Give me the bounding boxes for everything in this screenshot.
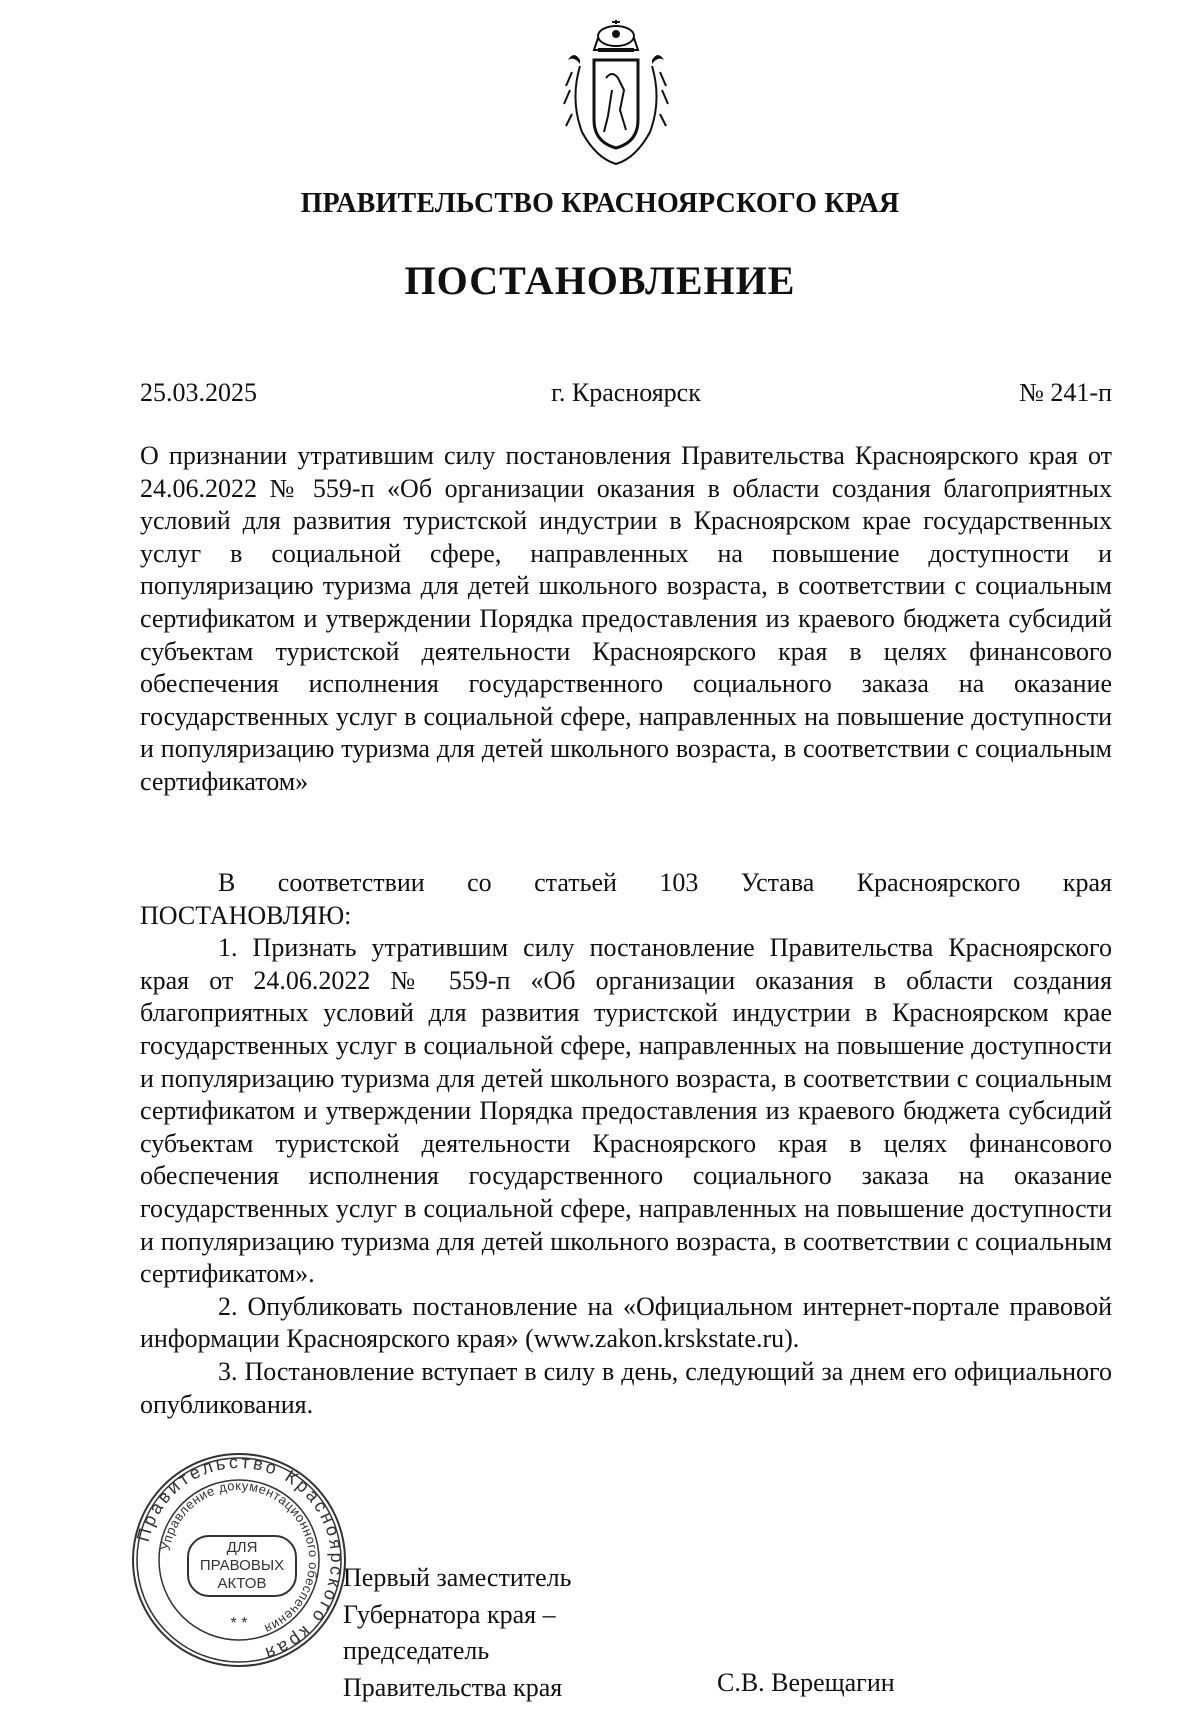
svg-text:Управление документационного о: Управление документационного обеспечения [157,1477,322,1637]
signer-name: С.В. Верещагин [717,1668,895,1697]
svg-text:Правительство Красноярского кр: Правительство Красноярского края [132,1451,348,1665]
coat-of-arms-icon [560,20,672,168]
signature-position-line: Правительства края [343,1672,563,1702]
official-stamp [129,1450,349,1670]
signature-position-line: председатель [343,1636,490,1665]
body-item: 1. Признать утратившим силу постановление Правительства Красноярского края от 24.06.2022 № 559-п «Об организации оказания в области создания благоприятных условий для развития туристской индустрии в Красноярском крае государственных услуг в социальной сфере, направленных на повышение доступности и популяризацию туризма для детей школьного возраста, в соответствии с социальным сертификатом и утверждении Порядка предоставления из краевого бюджета субсидий субъектам туристской деятельности Красноярского края в целях финансового обеспечения исполнения государственного социального заказа на оказание государственных услуг в социальной сфере, направленных на повышение доступности и популяризацию туризма для детей школьного возраста, в соответствии с социальным сертификатом». [140,933,1112,1289]
preamble: В соответствии со статьей 103 Устава Красноярского края [218,868,1112,897]
stamp-center [187,1535,297,1597]
body-item: 2. Опубликовать постановление на «Официальном интернет-портале правовой информации Красноярского края» (www.zakon.krskstate.ru). [140,1291,1112,1354]
document-body [140,867,1112,1421]
document-number: № 241-п [1019,378,1112,407]
decree-word: ПОСТАНОВЛЯЮ: [140,900,352,930]
document-meta [140,378,1112,408]
document-city: г. Красноярск [551,378,701,407]
stamp-center-line: АКТОВ [217,1575,267,1592]
organization-name: ПРАВИТЕЛЬСТВО КРАСНОЯРСКОГО КРАЯ [300,188,900,219]
document-title: О признании утратившим силу постановления Правительства Красноярского края от 24.06.2022 № 559-п «Об организации оказания в области создания благоприятных условий для развития туристской индустрии в Красноярском крае государственных услуг в социальной сфере, направленных на повышение доступности и популяризацию туризма для детей школьного возраста, в соответствии с социальным сертификатом и утверждении Порядка предоставления из краевого бюджета субсидий субъектам туристской деятельности Красноярского края в целях финансового обеспечения исполнения государственного социального заказа на оказание государственных услуг в социальной сфере, направленных на повышение доступности и популяризацию туризма для детей школьного возраста, в соответствии с социальным сертификатом» [140,441,1112,796]
document-date: 25.03.2025 [140,378,257,407]
signature-position-line: Губернатора края – [343,1599,556,1629]
body-item: 3. Постановление вступает в силу в день, следующий за днем его официального опубликования. [140,1356,1112,1419]
signature-block [343,1560,571,1706]
document-type: ПОСТАНОВЛЕНИЕ [404,258,796,303]
svg-text:* *: * * [230,1615,248,1632]
stamp-center-line: ПРАВОВЫХ [199,1557,285,1574]
stamp-center-line: ДЛЯ [226,1539,258,1556]
signature-position-line: Первый заместитель [343,1563,572,1592]
